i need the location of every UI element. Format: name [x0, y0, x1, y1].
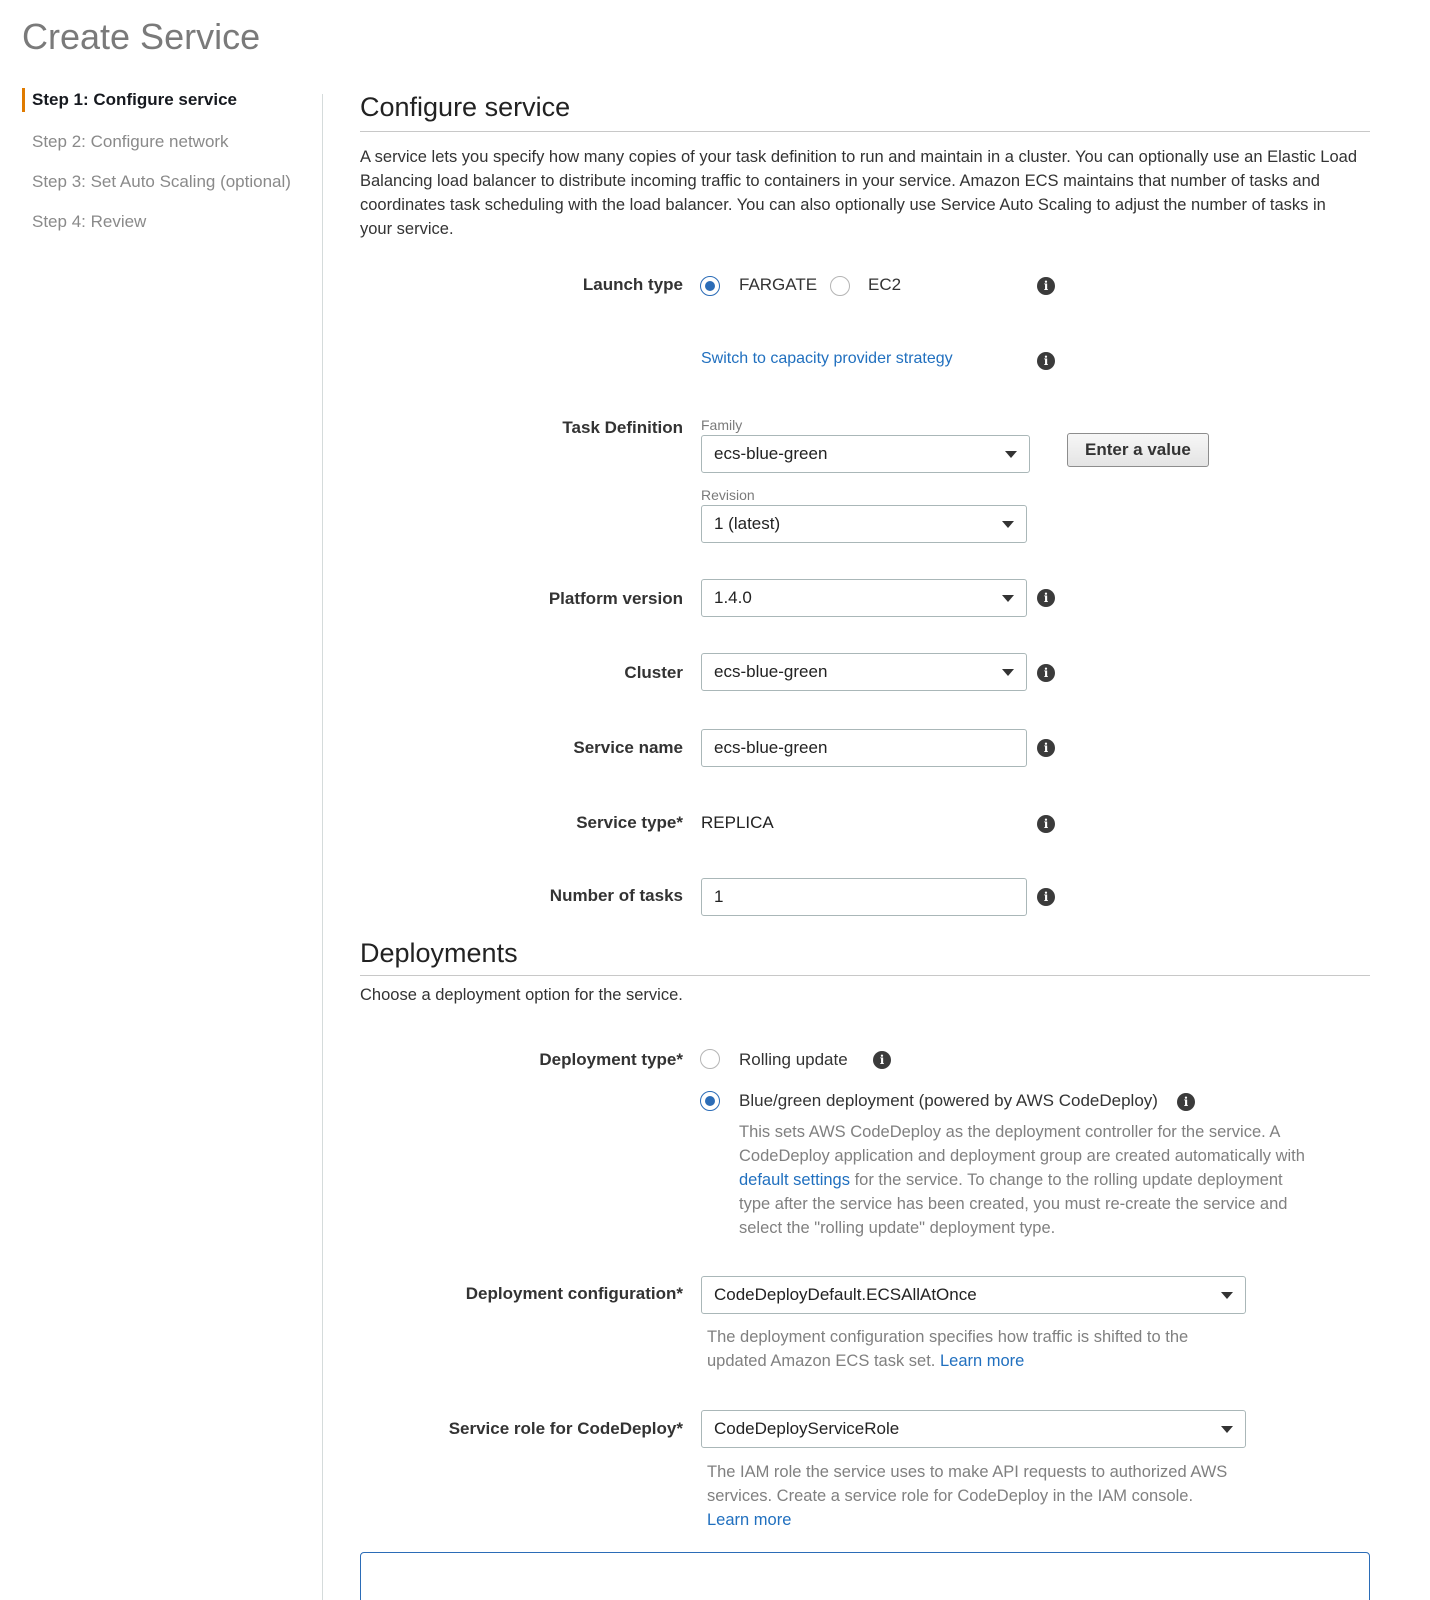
number-of-tasks-value: 1 [714, 887, 724, 906]
deployment-configuration-help [707, 1325, 1227, 1373]
info-icon[interactable]: i [1037, 277, 1055, 295]
blue-green-label[interactable]: Blue/green deployment (powered by AWS CodeDeploy) [739, 1091, 1158, 1110]
blue-green-help-part2: for the service. To change to the rolling update deployment type after the service has been created, you must re-create the service and select the "rolling update" deployment type. [739, 1171, 1288, 1237]
number-of-tasks-input[interactable] [701, 878, 1027, 916]
rolling-update-label[interactable]: Rolling update [739, 1050, 848, 1069]
launch-type-label: Launch type [582, 275, 683, 294]
caret-down-icon [1221, 1426, 1233, 1433]
info-icon[interactable]: i [873, 1051, 891, 1069]
deployment-configuration-help-text: The deployment configuration specifies how traffic is shifted to the updated Amazon ECS task set. [707, 1328, 1189, 1370]
service-type-label: Service type* [576, 813, 683, 832]
fargate-radio[interactable] [700, 276, 720, 296]
revision-select-value: 1 (latest) [714, 514, 781, 533]
deployment-type-label: Deployment type* [539, 1050, 683, 1069]
platform-version-value: 1.4.0 [714, 588, 752, 607]
deployment-configuration-select[interactable] [701, 1276, 1246, 1314]
caret-down-icon [1002, 521, 1014, 528]
info-icon[interactable]: i [1037, 352, 1055, 370]
platform-version-select[interactable] [701, 579, 1027, 617]
ec2-radio-label[interactable]: EC2 [868, 275, 902, 294]
step-2-configure-network[interactable]: Step 2: Configure network [32, 132, 229, 151]
family-select-value: ecs-blue-green [714, 444, 828, 463]
step-4-review[interactable]: Step 4: Review [32, 212, 147, 231]
default-settings-link[interactable]: default settings [739, 1171, 850, 1189]
revision-label: Revision [701, 487, 755, 503]
service-role-help-text: The IAM role the service uses to make API requests to authorized AWS services. Create a service role for CodeDeploy in the IAM console. [707, 1463, 1228, 1505]
fargate-radio-label[interactable]: FARGATE [739, 275, 818, 294]
ec2-radio[interactable] [830, 276, 850, 296]
service-name-input[interactable] [701, 729, 1027, 767]
service-role-help [707, 1460, 1242, 1532]
caret-down-icon [1002, 669, 1014, 676]
service-name-value: ecs-blue-green [714, 738, 828, 757]
deployment-configuration-label: Deployment configuration* [465, 1284, 683, 1303]
deployment-configuration-value: CodeDeployDefault.ECSAllAtOnce [714, 1285, 977, 1304]
info-icon[interactable]: i [1037, 739, 1055, 757]
deployments-title: Deployments [360, 938, 518, 968]
info-icon[interactable]: i [1177, 1093, 1195, 1111]
service-role-label: Service role for CodeDeploy* [448, 1419, 683, 1438]
caret-down-icon [1221, 1292, 1233, 1299]
info-icon[interactable]: i [1037, 815, 1055, 833]
cluster-select-value: ecs-blue-green [714, 662, 828, 681]
service-role-value: CodeDeployServiceRole [714, 1419, 900, 1438]
info-icon[interactable]: i [1037, 589, 1055, 607]
page-title: Create Service [22, 16, 261, 57]
section-divider [360, 131, 1370, 132]
vertical-divider [322, 94, 323, 1600]
blue-green-help-part1: This sets AWS CodeDeploy as the deployment controller for the service. A CodeDeploy application and deployment group are created automatically with [739, 1123, 1305, 1165]
enter-a-value-button[interactable]: Enter a value [1067, 433, 1209, 467]
caret-down-icon [1005, 451, 1017, 458]
learn-more-link[interactable]: Learn more [939, 1352, 1025, 1370]
service-type-value: REPLICA [701, 813, 774, 832]
info-panel [360, 1552, 1370, 1600]
learn-more-link[interactable]: Learn more [707, 1511, 792, 1529]
family-label: Family [701, 417, 743, 433]
revision-select[interactable] [701, 505, 1027, 543]
caret-down-icon [1002, 595, 1014, 602]
info-icon[interactable]: i [1037, 888, 1055, 906]
wizard-steps [22, 88, 322, 250]
blue-green-help-text [739, 1120, 1314, 1240]
cluster-select[interactable] [701, 653, 1027, 691]
switch-capacity-provider-link[interactable]: Switch to capacity provider strategy [701, 350, 953, 367]
service-name-label: Service name [573, 738, 683, 757]
family-select[interactable] [701, 435, 1030, 473]
task-definition-label: Task Definition [562, 418, 683, 437]
configure-service-title: Configure service [360, 92, 571, 122]
number-of-tasks-label: Number of tasks [549, 886, 683, 905]
step-1-configure-service[interactable]: Step 1: Configure service [22, 88, 322, 112]
service-role-select[interactable] [701, 1410, 1246, 1448]
rolling-update-radio[interactable] [700, 1049, 720, 1069]
deployments-description: Choose a deployment option for the service. [360, 986, 683, 1004]
cluster-label: Cluster [624, 663, 683, 682]
info-icon[interactable]: i [1037, 664, 1055, 682]
section-divider [360, 975, 1370, 976]
blue-green-radio[interactable] [700, 1091, 720, 1111]
configure-service-description: A service lets you specify how many copies of your task definition to run and maintain in a cluster. You can optionally use an Elastic Load Balancing load balancer to distribute incoming traffic to containers in your service. Amazon ECS maintains that number of tasks and coordinates task scheduling with the load balancer. You can also optionally use Service Auto Scaling to adjust the number of tasks in your service. [360, 148, 1357, 238]
step-3-auto-scaling[interactable]: Step 3: Set Auto Scaling (optional) [32, 172, 291, 191]
platform-version-label: Platform version [548, 589, 683, 608]
